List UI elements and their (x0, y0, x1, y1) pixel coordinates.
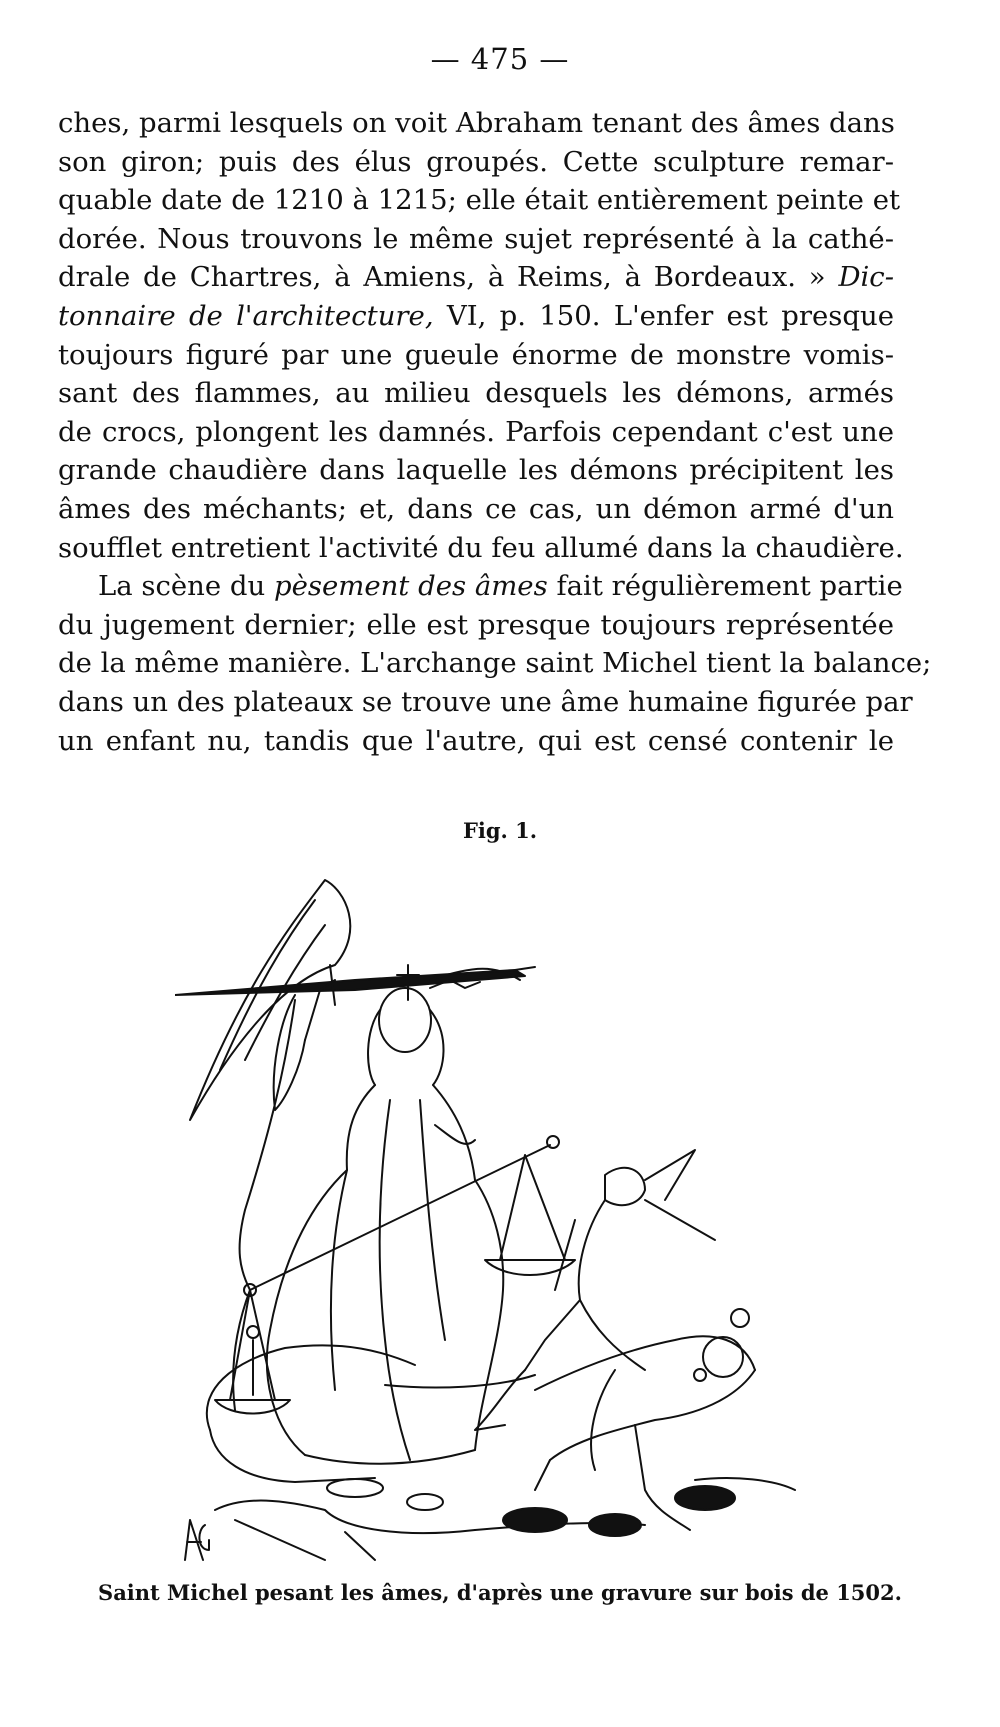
page-number: — 475 — (430, 42, 570, 76)
sword (175, 965, 535, 1005)
ground (207, 1345, 795, 1560)
text-line: soufflet entretient l'activité du feu allumé dans la chaudière. (58, 531, 904, 564)
text-line (58, 297, 894, 336)
text-segment: La scène du (98, 570, 266, 603)
wings (190, 880, 520, 1120)
text-line: âmes des méchants; et, dans ce cas, un démon armé d'un (58, 492, 894, 525)
figure-label: Fig. 1. (462, 818, 538, 843)
text-line (58, 567, 903, 606)
text-line: dorée. Nous trouvons le même sujet représenté à la cathé- (58, 222, 894, 255)
text-line: son giron; puis des élus groupés. Cette sculpture remar- (58, 145, 894, 178)
figure-caption: Saint Michel pesant les âmes, d'après une gravure sur bois de 1502. (98, 1580, 902, 1605)
text-segment: fait régulièrement partie (556, 570, 903, 603)
text-line (58, 258, 894, 297)
text-line: de la même manière. L'archange saint Michel tient la balance; (58, 647, 932, 680)
text-segment: drale de Chartres, à Amiens, à Reims, à Bordeaux. » (58, 261, 826, 294)
artist-monogram (185, 1520, 209, 1560)
text-line: quable date de 1210 à 1215; elle était entièrement peinte et (58, 184, 901, 217)
balance-scale (215, 1136, 575, 1414)
italic-text: pèsement des âmes (273, 570, 548, 603)
body-text (58, 104, 932, 760)
text-line: ches, parmi lesquels on voit Abraham tenant des âmes dans (58, 107, 895, 139)
text-line: sant des flammes, au milieu desquels les démons, armés (58, 377, 894, 410)
demon-figure (475, 1150, 715, 1430)
text-segment: VI, p. 150. L'enfer est presque (446, 299, 894, 332)
italic-text: Dic- (838, 261, 894, 294)
text-line: du jugement dernier; elle est presque toujours représentée (58, 608, 894, 641)
text-line: toujours figuré par une gueule énorme de monstre vomis- (58, 338, 894, 371)
text-line: grande chaudière dans laquelle les démons précipitent les (58, 454, 894, 487)
text-line: dans un des plateaux se trouve une âme humaine figurée par (58, 685, 913, 718)
saint-michel-woodcut (175, 870, 855, 1570)
italic-text: tonnaire de l'architecture, (58, 299, 434, 332)
text-line: un enfant nu, tandis que l'autre, qui est censé contenir le (58, 724, 894, 757)
text-line: de crocs, plongent les damnés. Parfois cependant c'est une (58, 415, 894, 448)
woodcut-illustration (175, 870, 855, 1570)
